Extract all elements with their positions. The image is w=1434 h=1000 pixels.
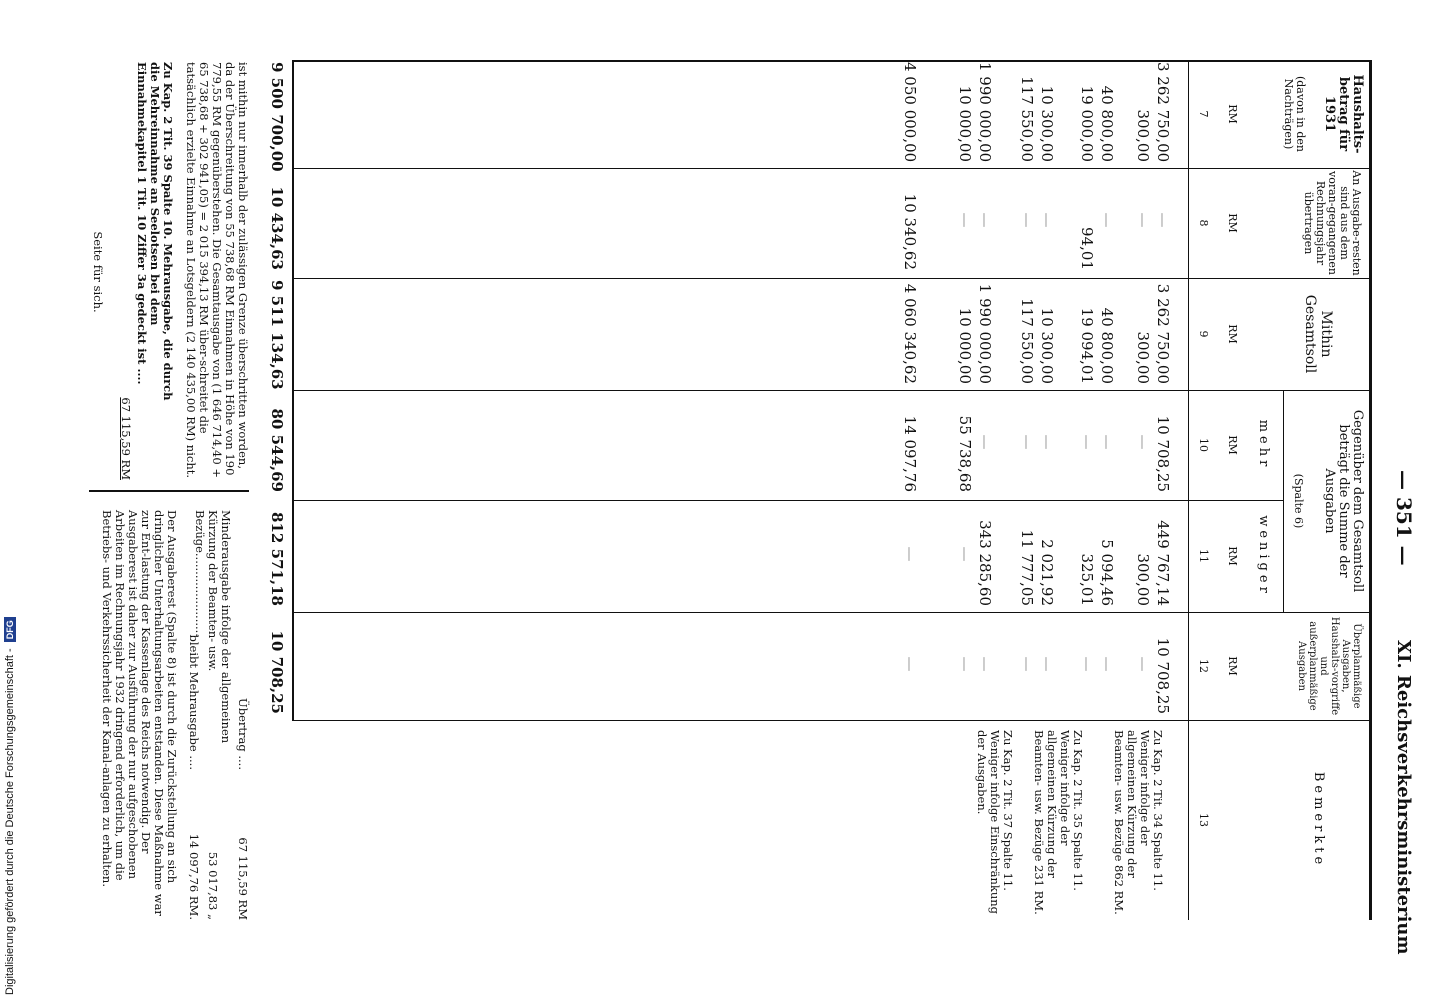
col-sep (292, 168, 1372, 169)
table-cell-c10: 10 708,25 (1154, 415, 1172, 492)
table-cell-c12: — (901, 656, 919, 672)
section-title: XI. Reichsverkehrsministerium (1393, 640, 1414, 955)
table-cell-c11: 2 021,92 (1038, 539, 1056, 606)
table-cell-c8: — (1134, 212, 1152, 228)
table-cell-c8: — (1154, 212, 1172, 228)
table-cell-c10: — (1038, 434, 1056, 450)
total-col11: 812 571,18 (268, 512, 286, 606)
table-cell-c7: 10 000,00 (956, 85, 974, 162)
col8-unit: RM (1226, 213, 1239, 233)
col-sep (292, 390, 1372, 391)
table-cell-c8: — (976, 212, 994, 228)
table-cell-c10: — (1018, 434, 1036, 450)
dfg-logo: DFG (4, 617, 16, 642)
table-cell-c11: 343 285,60 (976, 520, 994, 606)
total-col7: 9 500 700,00 (268, 62, 286, 172)
table-cell-c11: 11 777,05 (1018, 529, 1036, 606)
note-left: ist mithin nur innerhalb der zulässigen Grenze überschritten worden, da der Überschreitung von 55 738,68 RM Einnahmen in Höhe von 190 779,55 RM gegenüberstehen. Die Gesamtausgabe von (1 646 714,40 + 65 738,68 + 302 941,05) = 2 015 394,13 RM über-schreitet die tatsächlich erzielte Einnahme an Lotsgeldern (2 140 435,00 RM) nicht. (184, 62, 250, 478)
note-right-text: Der Ausgaberest (Spalte 8) ist durch die Zurückstellung an sich dringlicher Unterhaltungsarbeiten entstanden. Diese Maßnahme war zur Ent-lastung der Kassenlage des Reichs notwendig. Der Ausgaberest ist daher zur Ausführung der nur aufgeschobenen Arbeiten im Rechnungsjahr 1932 dringend erforderlich, um die Betriebs- und Verkehrssicherheit der Kanal-anlagen zu erhalten. (100, 510, 179, 916)
note-left-2-value: 67 115,59 RM (119, 397, 133, 480)
table-cell-c7: 3 262 750,00 (1154, 62, 1172, 163)
col9-num: 9 (1197, 330, 1210, 338)
col12-unit: RM (1226, 656, 1239, 676)
table-cell-c9: 117 550,00 (1018, 298, 1036, 384)
col13-num: 13 (1197, 813, 1210, 827)
table-cell-c7: 300,00 (1134, 109, 1152, 162)
col-sep (292, 720, 1372, 721)
col9-header: Mithin Gesamtsoll (1302, 294, 1334, 374)
remark-2: Zu Kap. 2 Tit. 35 Spalte 11. Weniger infolge der allgemeinen Kürzung der Beamten- usw. Bezüge 231 RM. (1032, 730, 1085, 915)
digitization-footer (4, 617, 16, 995)
table-cell-c12: — (1098, 656, 1116, 672)
table-cell-c11: — (901, 546, 919, 562)
col10-header: mehr (1256, 419, 1271, 471)
table-cell-c7: 1 990 000,00 (976, 62, 994, 163)
col7-header: Haushalts-betrag für 1931 (1322, 74, 1365, 154)
table-cell-c7: 4 050 000,00 (901, 62, 919, 163)
table-cell-c10: 14 097,76 (901, 415, 919, 492)
group-header: Gegenüber dem Gesamtsoll beträgt die Summe der Ausgaben (1322, 409, 1365, 593)
table-cell-c9: 19 094,01 (1078, 307, 1096, 384)
col11-header: weniger (1256, 515, 1271, 597)
table-cell-c12: — (1078, 656, 1096, 672)
table-cell-c11: 5 094,46 (1098, 539, 1116, 606)
table-cell-c11: 449 767,14 (1154, 520, 1172, 606)
table-cell-c11: — (956, 546, 974, 562)
col10-num: 10 (1197, 438, 1210, 452)
col7-sub: (davon in den Nachträgen) (1282, 75, 1307, 153)
table-cell-c12: 10 708,25 (1154, 637, 1172, 714)
table-cell-c8: — (1098, 212, 1116, 228)
table-cell-c8: 94,01 (1078, 227, 1096, 270)
note-right-minder: Minderausgabe infolge der allgemeinen Kürzung der Beamten- usw. Bezüge....................... (193, 510, 233, 744)
remark-3: Zu Kap. 2 Tit. 37 Spalte 11. Weniger infolge Einschränkung der Ausgaben. (975, 730, 1015, 914)
group-sub: (Spalte 6) (1292, 473, 1305, 529)
group-rule (1283, 390, 1284, 612)
table-cell-c10: — (1134, 434, 1152, 450)
remark-1: Zu Kap. 2 Tit. 34 Spalte 11. Weniger infolge der allgemeinen Kürzung der Beamten- usw. Bezüge 862 RM. (1112, 730, 1165, 915)
col-sep (292, 278, 1372, 279)
col11-num: 11 (1197, 549, 1210, 563)
page-number: — 351 — (1392, 470, 1416, 566)
note-left-2: Zu Kap. 2 Tit. 39 Spalte 10. Mehrausgabe, die durch die Mehreinnahme an Seelotsen bei dem Einnahmekapitel 1 Tit. 10 Ziffer 3a gedeckt ist .... (135, 62, 175, 401)
table-cell-c9: 10 300,00 (1038, 307, 1056, 384)
table-cell-c7: 19 000,00 (1078, 85, 1096, 162)
bottom-divider (89, 490, 249, 492)
table-cell-c8: — (1018, 212, 1036, 228)
total-col12: 10 708,25 (268, 630, 286, 714)
table-cell-c12: — (1018, 656, 1036, 672)
col11-unit: RM (1226, 546, 1239, 566)
col12-num: 12 (1197, 659, 1210, 673)
col13-header: Bemerkte (1311, 771, 1326, 869)
table-cell-c7: 40 800,00 (1098, 85, 1116, 162)
table-cell-c8: 10 340,62 (901, 193, 919, 270)
table-cell-c9: 10 000,00 (956, 307, 974, 384)
note-right-bleibt: bleibt Mehrausgabe .... (187, 634, 201, 770)
table-cell-c11: 325,01 (1078, 553, 1096, 606)
table-cell-c10: — (1098, 434, 1116, 450)
note-right-uebertrag: Übertrag .... (236, 698, 250, 770)
table-cell-c7: 10 300,00 (1038, 85, 1056, 162)
note-right-uebertrag-value: 67 115,59 RM (236, 837, 250, 920)
header-bottom-rule (1188, 60, 1189, 920)
total-col8: 10 434,63 (268, 186, 286, 270)
table-cell-c9: 3 262 750,00 (1154, 283, 1172, 384)
col-sep (292, 60, 1372, 62)
col7-unit: RM (1226, 104, 1239, 124)
total-col9: 9 511 134,63 (268, 280, 286, 390)
table-cell-c7: 117 550,00 (1018, 76, 1036, 162)
note-right-bleibt-value: 14 097,76 RM. (187, 833, 201, 920)
note-left-3: Seite für sich. (91, 231, 105, 313)
table-cell-c11: 300,00 (1134, 553, 1152, 606)
col8-header: An Ausgabe-resten sind aus dem voran-gegangenen Rechnungsjahr übertragen (1302, 170, 1363, 276)
table-cell-c10: — (1078, 434, 1096, 450)
col8-num: 8 (1197, 219, 1210, 227)
table-cell-c8: — (956, 212, 974, 228)
table-cell-c9: 1 990 000,00 (976, 283, 994, 384)
table-cell-c9: 40 800,00 (1098, 307, 1116, 384)
footer-text: Digitalisierung gefördert durch die Deutsche Forschungsgemeinschaft - (4, 648, 16, 995)
col12-header: Überplanmäßige Ausgaben, Haushalts-vorgriffe und außerplanmäßige Ausgaben (1296, 616, 1362, 716)
table-cell-c9: 300,00 (1134, 331, 1152, 384)
table-cell-c8: — (1038, 212, 1056, 228)
table-cell-c10: 55 738,68 (956, 415, 974, 492)
col9-unit: RM (1226, 324, 1239, 344)
col-sep (292, 612, 1372, 613)
table-cell-c12: — (1134, 656, 1152, 672)
table-top-rule (1369, 60, 1372, 920)
note-right-minder-value: 53 017,83 „ (206, 851, 220, 920)
col10-unit: RM (1226, 435, 1239, 455)
table-cell-c12: — (1038, 656, 1056, 672)
table-cell-c12: — (976, 656, 994, 672)
total-col10: 80 544,69 (268, 408, 286, 492)
table-cell-c12: — (956, 656, 974, 672)
table-cell-c10: — (976, 434, 994, 450)
table-cell-c9: 4 060 340,62 (901, 283, 919, 384)
col7-num: 7 (1197, 110, 1210, 118)
col-sep (292, 500, 1284, 501)
